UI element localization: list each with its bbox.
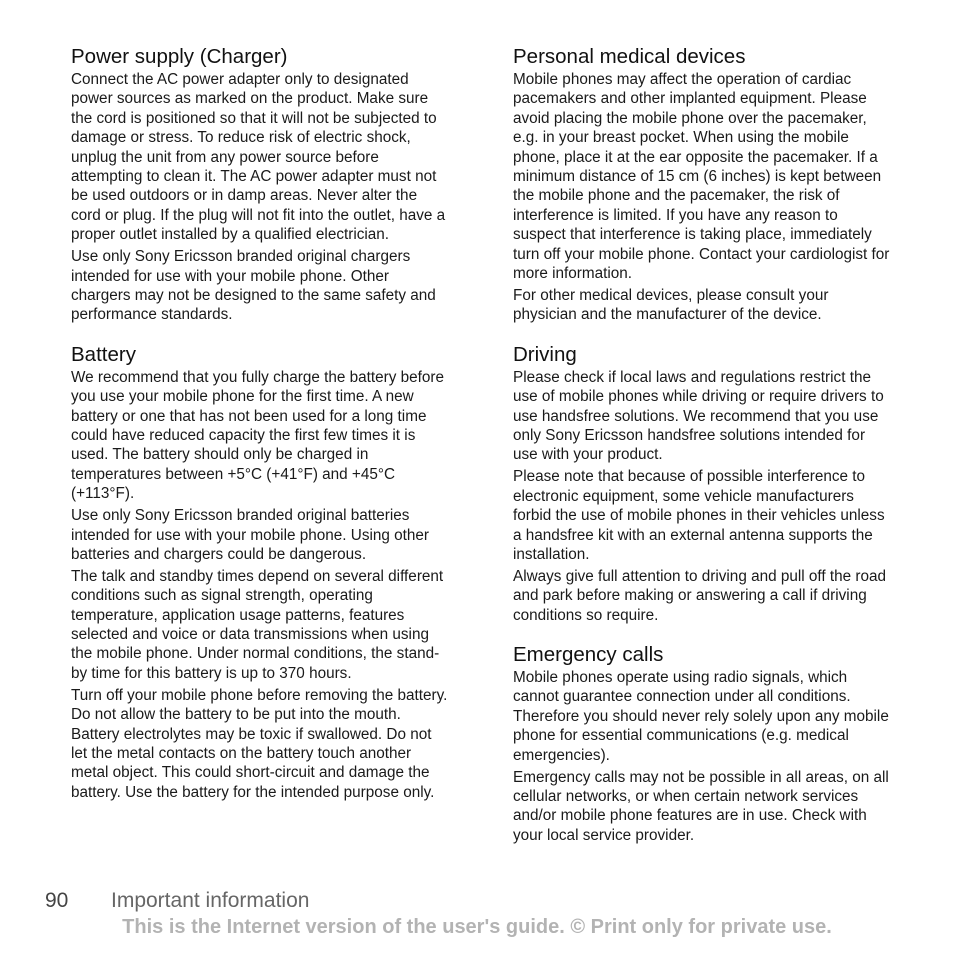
medical-devices-paragraph-2: For other medical devices, please consult your physician and the manufacturer of the device. [513, 286, 829, 324]
driving-paragraph-3: Always give full attention to driving and pull off the road and park before making or answering a call if driving conditions so require. [513, 567, 887, 624]
watermark-notice: This is the Internet version of the user's guide. © Print only for private use. [122, 916, 832, 938]
battery-paragraph-3: The talk and standby times depend on several different conditions such as signal strength, operating temperature, application usage patterns, features selected and voice or data transmissions when using the mobile phone. Under normal conditions, the stand-by time for this battery is up to 370 hours. [71, 567, 444, 682]
driving-heading: Driving [513, 342, 577, 366]
driving-paragraph-1: Please check if local laws and regulations restrict the use of mobile phones while driving or require drivers to use handsfree solutions. We recommend that you use only Sony Ericsson handsfree solutions intended for use with your product. [513, 368, 884, 464]
medical-devices-paragraph-1: Mobile phones may affect the operation of cardiac pacemakers and other implanted equipment. Please avoid placing the mobile phone over the pacemaker, e.g. in your breast pocket. When using the mobile phone, place it at the ear opposite the pacemaker. If a minimum distance of 15 cm (6 inches) is kept between the mobile phone and the pacemaker, the risk of interference is limited. If you have any reason to suspect that interference is taking place, immediately turn off your mobile phone. Contact your cardiologist for more information. [513, 71, 890, 283]
medical-devices-section [513, 44, 893, 325]
power-supply-section [71, 44, 451, 325]
battery-section [71, 342, 451, 802]
battery-paragraph-2: Use only Sony Ericsson branded original batteries intended for use with your mobile phone. Using other batteries and chargers could be dangerous. [71, 507, 429, 563]
emergency-calls-paragraph-1: Mobile phones operate using radio signals, which cannot guarantee connection under all conditions. Therefore you should never rely solely upon any mobile phone for essential communications (e.g. medical emergencies). [513, 669, 889, 764]
page-number: 90 [45, 889, 69, 912]
page-footer [45, 888, 309, 914]
emergency-calls-heading: Emergency calls [513, 643, 664, 667]
emergency-calls-section [513, 642, 893, 845]
battery-heading: Battery [71, 342, 136, 366]
battery-paragraph-1: We recommend that you fully charge the battery before you use your mobile phone for the first time. A new battery or one that has not been used for a long time could have reduced capacity the first few times it is used. The battery should only be charged in temperatures between +5°C (+41°F) and +45°C (+113°F). [71, 368, 444, 503]
emergency-calls-paragraph-2: Emergency calls may not be possible in all areas, on all cellular networks, or when certain network services and/or mobile phone features are in use. Check with your local service provider. [513, 768, 889, 844]
driving-paragraph-2: Please note that because of possible interference to electronic equipment, some vehicle manufacturers forbid the use of mobile phones in their vehicles unless a handsfree kit with an external antenna supports the installation. [513, 468, 885, 563]
power-supply-paragraph-1: Connect the AC power adapter only to designated power sources as marked on the product. Make sure the cord is positioned so that it will not be subjected to damage or stress. To reduce risk of electric shock, unplug the unit from any power source before attempting to clean it. The AC power adapter must not be used outdoors or in damp areas. Never alter the cord or plug. If the plug will not fit into the outlet, have a proper outlet installed by a qualified electrician. [71, 71, 446, 244]
driving-section [513, 342, 893, 625]
battery-paragraph-4: Turn off your mobile phone before removing the battery. Do not allow the battery to be put into the mouth. Battery electrolytes may be toxic if swallowed. Do not let the metal contacts on the battery touch another metal object. This could short-circuit and damage the battery. Use the battery for the intended purpose only. [71, 686, 448, 801]
power-supply-paragraph-2: Use only Sony Ericsson branded original chargers intended for use with your mobile phone. Other chargers may not be designed to the same safety and performance standards. [71, 248, 436, 324]
right-column [513, 44, 893, 862]
medical-devices-heading: Personal medical devices [513, 45, 746, 68]
power-supply-heading: Power supply (Charger) [71, 45, 288, 68]
footer-section-title: Important information [111, 889, 310, 912]
left-column [71, 44, 451, 819]
